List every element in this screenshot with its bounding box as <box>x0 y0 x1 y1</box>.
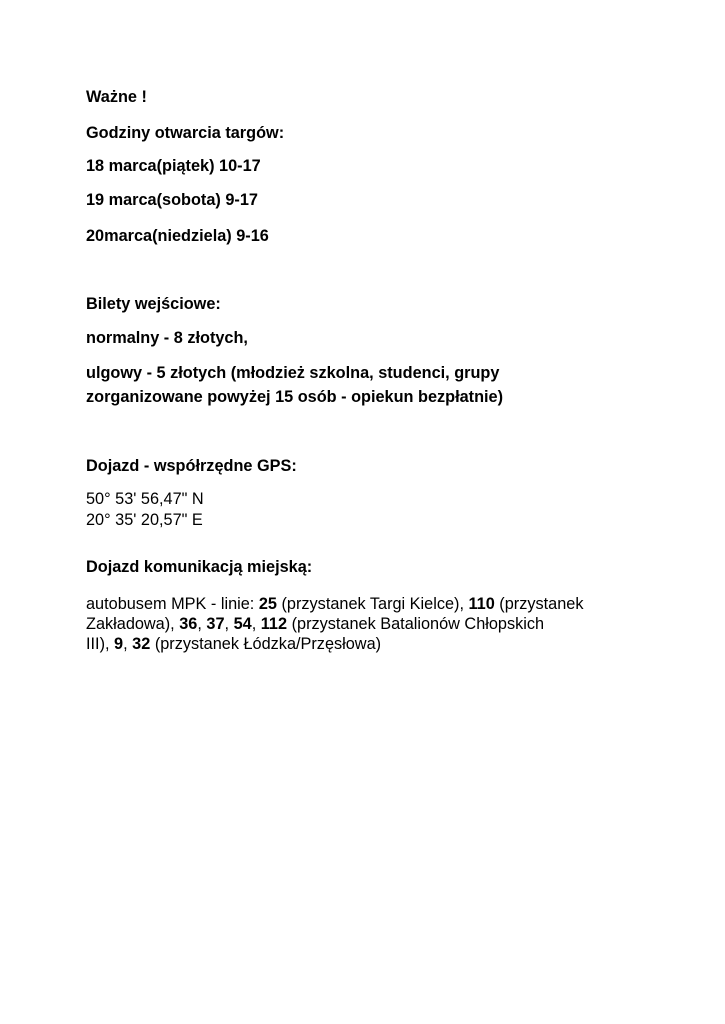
transit-text: , <box>123 635 133 653</box>
tickets-title: Bilety wejściowe: <box>86 295 221 313</box>
bus-line-number: 112 <box>260 615 288 633</box>
transit-line-1 <box>86 594 583 615</box>
bus-line-number: 37 <box>206 615 225 633</box>
gps-longitude: 20° 35' 20,57" E <box>86 511 203 529</box>
bus-line-number: 110 <box>468 595 495 613</box>
ticket-normal: normalny - 8 złotych, <box>86 329 248 347</box>
bus-line-number: 54 <box>233 615 252 633</box>
ticket-reduced-line-2: zorganizowane powyżej 15 osób - opiekun bezpłatnie) <box>86 388 504 406</box>
transit-line-3 <box>86 634 381 655</box>
transit-text: III), <box>86 635 115 653</box>
bus-line-number: 9 <box>114 635 124 653</box>
hours-day-3: 20marca(niedziela) 9-16 <box>86 227 269 245</box>
transit-text: , <box>197 615 207 633</box>
hours-day-1: 18 marca(piątek) 10-17 <box>86 157 261 175</box>
transit-text: (przystanek Batalionów Chłopskich <box>287 615 545 633</box>
bus-line-number: 25 <box>258 595 277 613</box>
transit-text: (przystanek <box>494 595 584 613</box>
important-heading: Ważne ! <box>86 88 147 106</box>
transit-text: (przystanek Targi Kielce), <box>276 595 469 613</box>
transit-text: Zakładowa), <box>86 615 180 633</box>
hours-title: Godziny otwarcia targów: <box>86 124 285 142</box>
transit-text: , <box>224 615 234 633</box>
transit-text: , <box>251 615 261 633</box>
transit-text: (przystanek Łódzka/Przęsłowa) <box>150 635 382 653</box>
hours-day-2: 19 marca(sobota) 9-17 <box>86 191 258 209</box>
ticket-reduced-line-1: ulgowy - 5 złotych (młodzież szkolna, studenci, grupy <box>86 364 500 382</box>
bus-line-number: 36 <box>179 615 198 633</box>
transit-title: Dojazd komunikacją miejską: <box>86 558 313 576</box>
bus-line-number: 32 <box>132 635 151 653</box>
gps-title: Dojazd - współrzędne GPS: <box>86 457 297 475</box>
transit-text: autobusem MPK - linie: <box>86 595 259 613</box>
transit-line-2 <box>86 614 544 635</box>
gps-latitude: 50° 53' 56,47" N <box>86 490 204 508</box>
